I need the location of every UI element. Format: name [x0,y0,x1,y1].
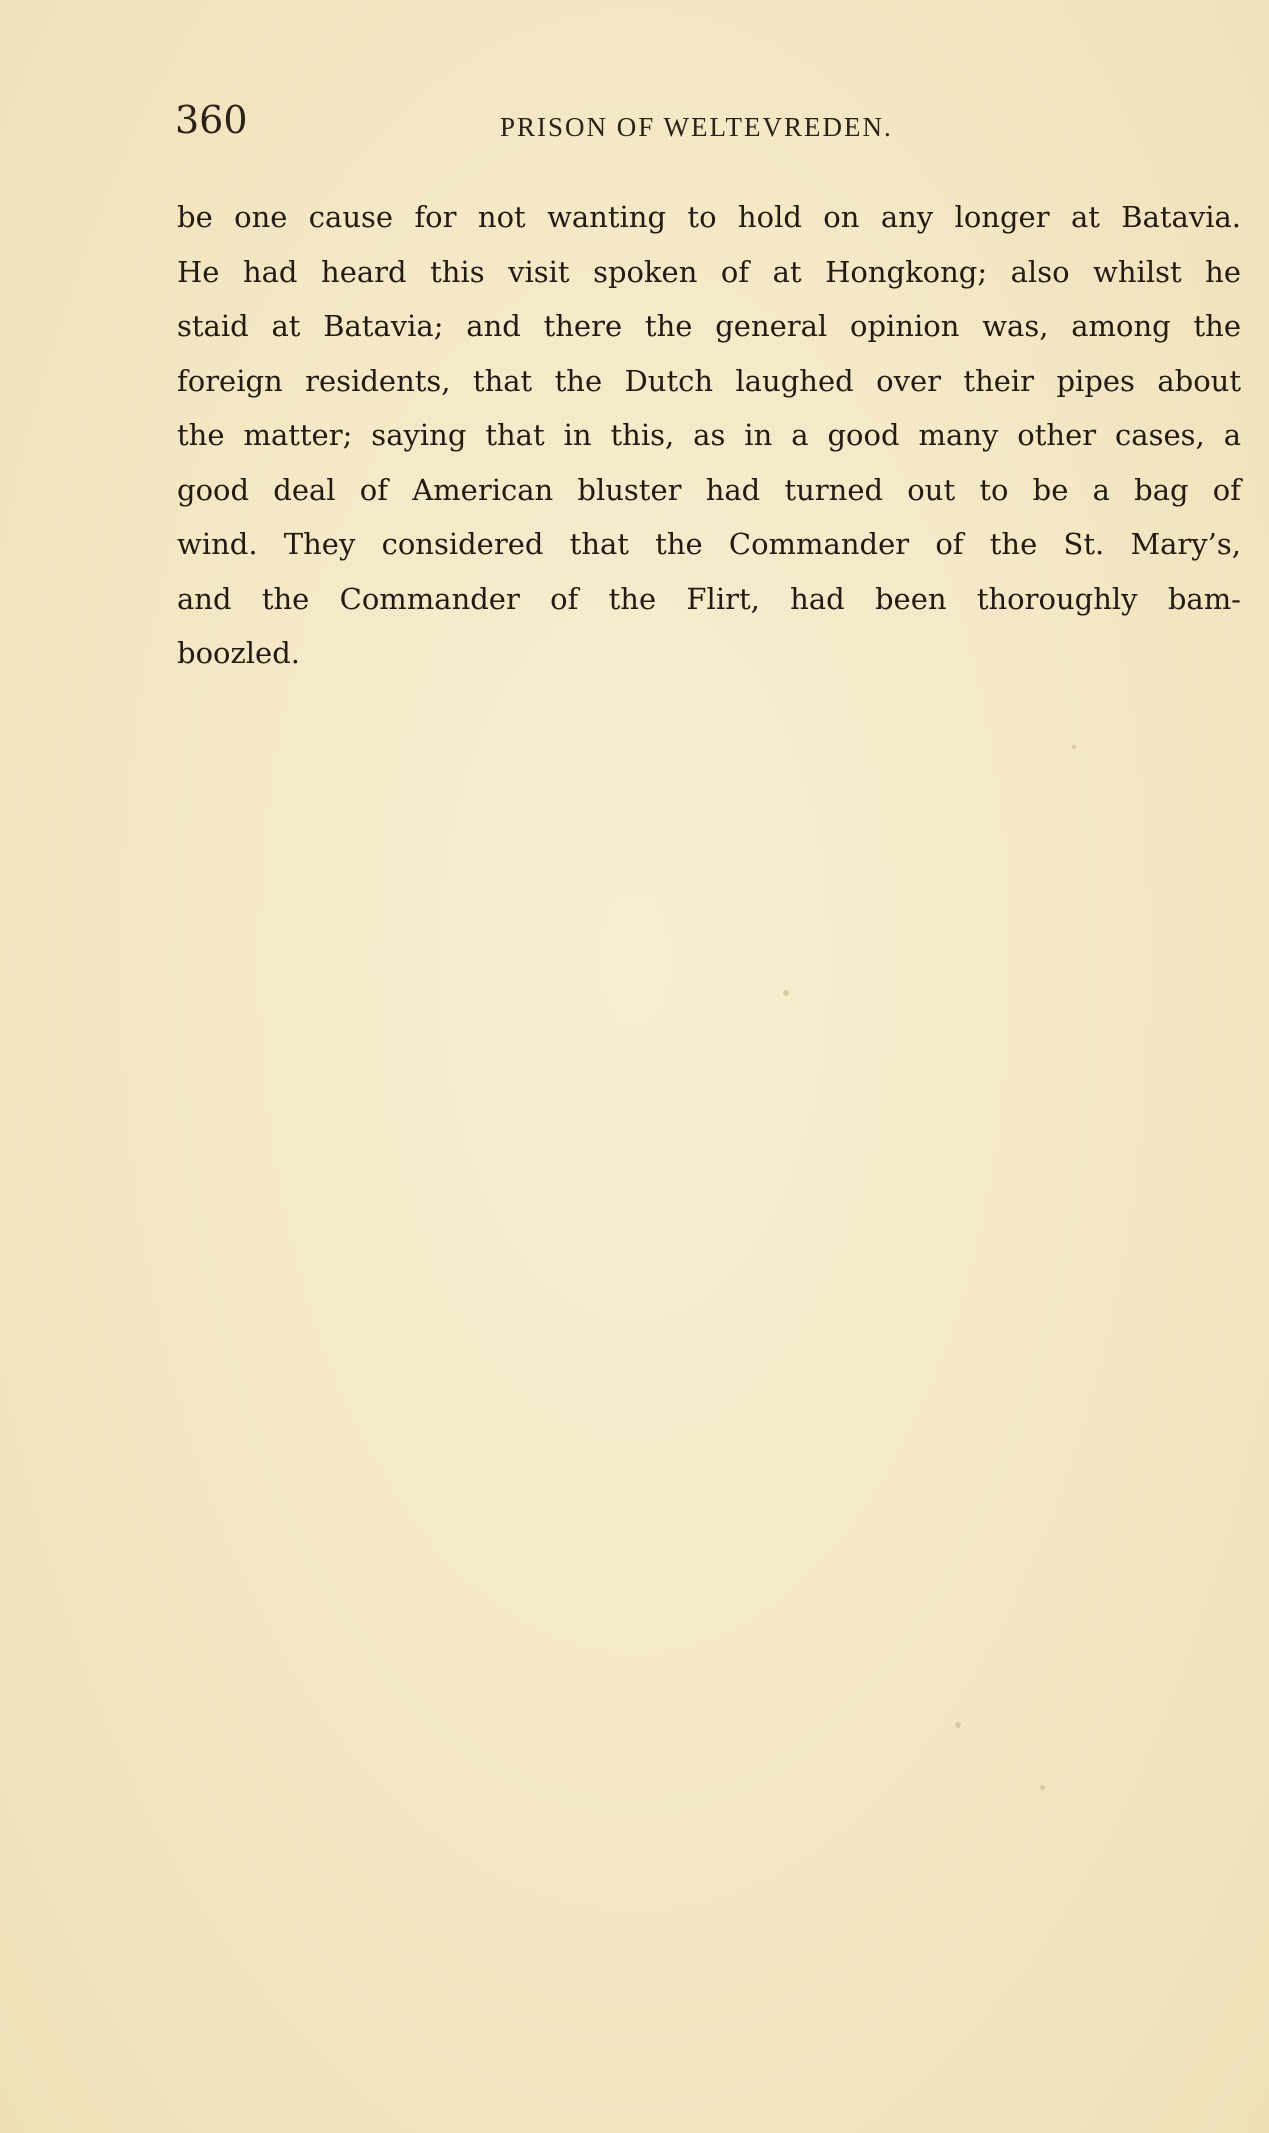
text-line: He had heard this visit spoken of at Hongkong; also whilst he [177,254,1241,289]
text-line: good deal of American bluster had turned out to be a bag of [177,472,1241,507]
paper-speck [955,1722,961,1728]
text-line: boozled. [177,636,300,670]
text-line: staid at Batavia; and there the general opinion was, among the [177,309,1241,343]
page-number: 360 [175,98,248,142]
text-line: foreign residents, that the Dutch laughed over their pipes about [177,363,1241,398]
running-head: PRISON OF WELTEVREDEN. [500,112,893,142]
paper-speck [1072,745,1076,749]
body-paragraph [177,190,1241,681]
text-line: wind. They considered that the Commander of the St. Mary’s, [177,527,1241,561]
text-line: be one cause for not wanting to hold on any longer at Batavia. [177,200,1241,234]
text-line: the matter; saying that in this, as in a good many other cases, a [177,418,1241,452]
text-line: and the Commander of the Flirt, had been thoroughly bam- [177,581,1241,616]
paper-speck [783,990,789,996]
paper-speck [1040,1785,1045,1790]
